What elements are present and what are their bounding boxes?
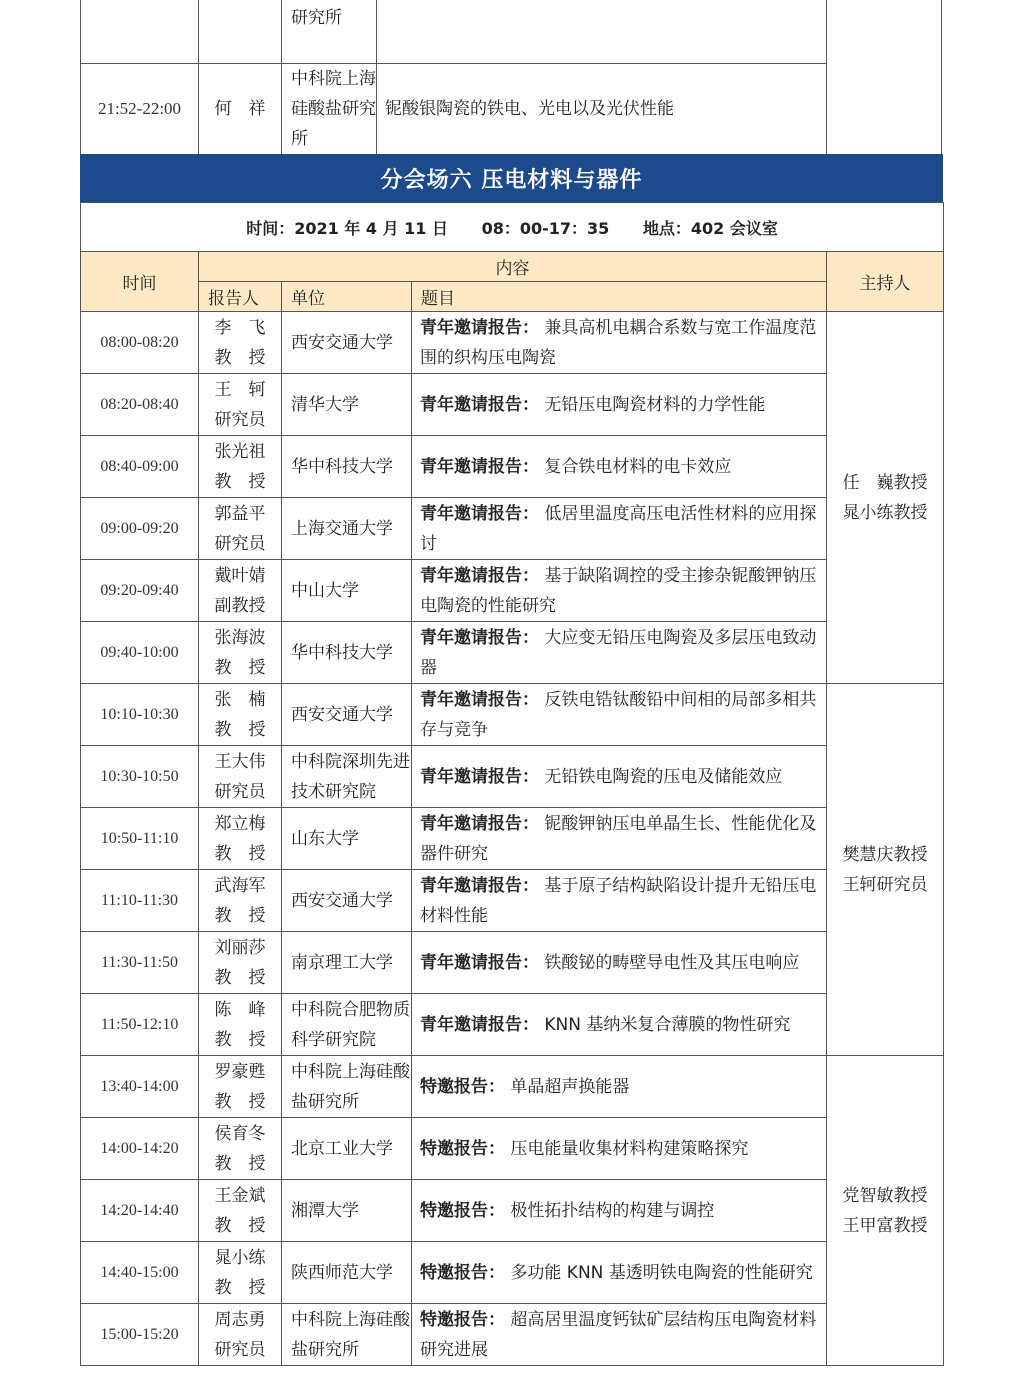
topic-title: 复合铁电材料的电卡效应 xyxy=(544,456,732,477)
session-info xyxy=(81,203,944,252)
table-row xyxy=(81,312,944,374)
speaker-name: 郑立梅 xyxy=(214,813,266,834)
time-cell: 21:52-22:00 xyxy=(81,64,199,155)
time-cell: 13:40-14:00 xyxy=(81,1056,199,1118)
chair-name: 王甲富教授 xyxy=(842,1215,928,1236)
table-row xyxy=(81,808,944,870)
speaker-cell xyxy=(199,994,282,1056)
affiliation-cell: 华中科技大学 xyxy=(282,436,412,498)
speaker-title: 教 授 xyxy=(214,657,266,678)
table-row xyxy=(81,684,944,746)
speaker-title: 教 授 xyxy=(214,471,266,492)
speaker-name: 张光祖 xyxy=(214,441,266,462)
speaker-name: 王金斌 xyxy=(214,1185,266,1206)
table-row xyxy=(81,374,944,436)
speaker-name: 戴叶婧 xyxy=(214,565,266,586)
chair-cell xyxy=(827,1056,944,1366)
header-topic: 题目 xyxy=(412,282,827,312)
prev-chair-column xyxy=(826,0,942,156)
topic-cell xyxy=(412,622,827,684)
time-cell: 10:10-10:30 xyxy=(81,684,199,746)
topic-cell xyxy=(377,0,827,64)
topic-cell xyxy=(412,1242,827,1304)
topic-cell xyxy=(412,808,827,870)
speaker-title: 教 授 xyxy=(214,843,266,864)
topic-title: 无铅压电陶瓷材料的力学性能 xyxy=(544,394,766,415)
time-cell: 09:40-10:00 xyxy=(81,622,199,684)
table-row xyxy=(81,436,944,498)
speaker-title: 教 授 xyxy=(214,1215,266,1236)
topic-title: 铁酸铋的畴壁导电性及其压电响应 xyxy=(544,952,800,973)
speaker-cell xyxy=(199,436,282,498)
topic-cell xyxy=(412,498,827,560)
time-cell: 11:50-12:10 xyxy=(81,994,199,1056)
speaker-name: 陈 峰 xyxy=(214,999,266,1020)
topic-title: 无铅铁电陶瓷的压电及储能效应 xyxy=(544,766,783,787)
speaker-name: 王 轲 xyxy=(214,379,266,400)
report-type-label: 青年邀请报告： xyxy=(420,1014,539,1035)
topic-title: 反铁电锆钛酸铅中间相的局部多相共存与竞争 xyxy=(420,689,817,740)
report-type-label: 青年邀请报告： xyxy=(420,813,539,834)
time-cell: 08:00-08:20 xyxy=(81,312,199,374)
table-row xyxy=(81,994,944,1056)
affiliation-cell: 西安交通大学 xyxy=(282,312,412,374)
time-cell xyxy=(81,0,199,64)
speaker-name: 郭益平 xyxy=(214,503,266,524)
speaker-cell xyxy=(199,932,282,994)
header-time: 时间 xyxy=(81,252,199,312)
speaker-cell xyxy=(199,1242,282,1304)
speaker-title: 教 授 xyxy=(214,1277,266,1298)
speaker-name: 张 楠 xyxy=(214,689,266,710)
speaker-name: 罗豪甦 xyxy=(214,1061,266,1082)
topic-cell xyxy=(412,1180,827,1242)
speaker-cell xyxy=(199,498,282,560)
speaker-name: 周志勇 xyxy=(214,1309,266,1330)
speaker-title: 研究员 xyxy=(214,1339,266,1360)
report-type-label: 青年邀请报告： xyxy=(420,952,539,973)
topic-title: 超高居里温度钙钛矿层结构压电陶瓷材料研究进展 xyxy=(420,1309,817,1360)
speaker-name: 刘丽莎 xyxy=(214,937,266,958)
affiliation-cell: 中山大学 xyxy=(282,560,412,622)
report-type-label: 特邀报告： xyxy=(420,1200,505,1221)
speaker-title: 教 授 xyxy=(214,1091,266,1112)
time-cell: 14:20-14:40 xyxy=(81,1180,199,1242)
time-cell: 08:40-09:00 xyxy=(81,436,199,498)
table-row xyxy=(81,1118,944,1180)
affiliation-cell: 陕西师范大学 xyxy=(282,1242,412,1304)
table-row xyxy=(81,1304,944,1366)
speaker-cell xyxy=(199,808,282,870)
time-cell: 15:00-15:20 xyxy=(81,1304,199,1366)
speaker-cell xyxy=(199,1118,282,1180)
affiliation-cell: 中科院合肥物质科学研究院 xyxy=(282,994,412,1056)
speaker-name: 王大伟 xyxy=(214,751,266,772)
speaker-name: 张海波 xyxy=(214,627,266,648)
speaker-cell xyxy=(199,1304,282,1366)
report-type-label: 青年邀请报告： xyxy=(420,689,539,710)
speaker-title: 教 授 xyxy=(214,905,266,926)
speaker-name: 侯育冬 xyxy=(214,1123,266,1144)
table-row xyxy=(81,746,944,808)
report-type-label: 青年邀请报告： xyxy=(420,875,539,896)
table-row xyxy=(81,622,944,684)
topic-title: 基于原子结构缺陷设计提升无铅压电材料性能 xyxy=(420,875,817,926)
topic-cell: 铌酸银陶瓷的铁电、光电以及光伏性能 xyxy=(377,64,827,155)
speaker-title: 研究员 xyxy=(214,781,266,802)
header-chair: 主持人 xyxy=(827,252,944,312)
affiliation-cell: 清华大学 xyxy=(282,374,412,436)
time-cell: 14:40-15:00 xyxy=(81,1242,199,1304)
previous-session-table xyxy=(80,0,827,155)
chair-name: 樊慧庆教授 xyxy=(842,844,928,865)
table-row xyxy=(81,0,827,64)
time-cell: 09:20-09:40 xyxy=(81,560,199,622)
topic-title: 铌酸钾钠压电单晶生长、性能优化及器件研究 xyxy=(420,813,817,864)
report-type-label: 青年邀请报告： xyxy=(420,565,539,586)
speaker-cell xyxy=(199,0,282,64)
header-content: 内容 xyxy=(199,252,827,282)
topic-cell xyxy=(412,312,827,374)
affiliation-cell: 中科院上海硅酸盐研究所 xyxy=(282,64,377,155)
topic-cell xyxy=(412,870,827,932)
time-cell: 14:00-14:20 xyxy=(81,1118,199,1180)
topic-cell xyxy=(412,746,827,808)
speaker-cell xyxy=(199,746,282,808)
session-location: 地点：402 会议室 xyxy=(642,218,778,238)
report-type-label: 特邀报告： xyxy=(420,1309,505,1330)
report-type-label: 青年邀请报告： xyxy=(420,394,539,415)
chair-name: 王轲研究员 xyxy=(842,874,928,895)
table-row xyxy=(81,1242,944,1304)
topic-title: 兼具高机电耦合系数与宽工作温度范围的织构压电陶瓷 xyxy=(420,317,817,368)
speaker-title: 教 授 xyxy=(214,1153,266,1174)
topic-cell xyxy=(412,994,827,1056)
speaker-cell xyxy=(199,312,282,374)
time-cell: 10:30-10:50 xyxy=(81,746,199,808)
header-affiliation: 单位 xyxy=(282,282,412,312)
affiliation-cell: 南京理工大学 xyxy=(282,932,412,994)
time-cell: 08:20-08:40 xyxy=(81,374,199,436)
time-cell: 09:00-09:20 xyxy=(81,498,199,560)
chair-cell xyxy=(827,684,944,1056)
affiliation-cell: 西安交通大学 xyxy=(282,684,412,746)
speaker-cell xyxy=(199,1056,282,1118)
time-cell: 11:30-11:50 xyxy=(81,932,199,994)
speaker-title: 研究员 xyxy=(214,409,266,430)
speaker-cell xyxy=(199,684,282,746)
topic-title: 基于缺陷调控的受主掺杂铌酸钾钠压电陶瓷的性能研究 xyxy=(420,565,817,616)
speaker-name: 武海军 xyxy=(214,875,266,896)
affiliation-cell: 西安交通大学 xyxy=(282,870,412,932)
session-title-banner: 分会场六 压电材料与器件 xyxy=(80,154,943,202)
speaker-name: 晁小练 xyxy=(214,1247,266,1268)
speaker-title: 教 授 xyxy=(214,719,266,740)
topic-title: 极性拓扑结构的构建与调控 xyxy=(510,1200,715,1221)
affiliation-cell: 中科院深圳先进技术研究院 xyxy=(282,746,412,808)
topic-cell xyxy=(412,1304,827,1366)
topic-title: 大应变无铅压电陶瓷及多层压电致动器 xyxy=(420,627,817,678)
topic-cell xyxy=(412,560,827,622)
header-speaker: 报告人 xyxy=(199,282,282,312)
chair-cell xyxy=(827,312,944,684)
chair-name: 党智敏教授 xyxy=(842,1185,928,1206)
topic-title: 压电能量收集材料构建策略探究 xyxy=(510,1138,749,1159)
affiliation-cell: 湘潭大学 xyxy=(282,1180,412,1242)
report-type-label: 特邀报告： xyxy=(420,1138,505,1159)
topic-cell xyxy=(412,684,827,746)
affiliation-cell: 中科院上海硅酸盐研究所 xyxy=(282,1056,412,1118)
topic-title: 单晶超声换能器 xyxy=(510,1076,630,1097)
table-row xyxy=(81,1180,944,1242)
table-row xyxy=(81,932,944,994)
affiliation-cell: 上海交通大学 xyxy=(282,498,412,560)
chair-name: 晁小练教授 xyxy=(842,502,928,523)
topic-title: 多功能 KNN 基透明铁电陶瓷的性能研究 xyxy=(510,1262,813,1283)
topic-cell xyxy=(412,436,827,498)
affiliation-cell: 北京工业大学 xyxy=(282,1118,412,1180)
topic-cell xyxy=(412,374,827,436)
topic-cell xyxy=(412,1056,827,1118)
report-type-label: 青年邀请报告： xyxy=(420,317,539,338)
affiliation-cell: 中科院上海硅酸盐研究所 xyxy=(282,1304,412,1366)
schedule-table xyxy=(80,202,944,1366)
speaker-title: 教 授 xyxy=(214,967,266,988)
speaker-title: 教 授 xyxy=(214,1029,266,1050)
topic-title: 低居里温度高压电活性材料的应用探讨 xyxy=(420,503,817,554)
session-hours: 08：00-17：35 xyxy=(481,218,610,238)
affiliation-cell: 华中科技大学 xyxy=(282,622,412,684)
table-row xyxy=(81,498,944,560)
speaker-title: 研究员 xyxy=(214,533,266,554)
topic-cell xyxy=(412,932,827,994)
table-row xyxy=(81,870,944,932)
report-type-label: 青年邀请报告： xyxy=(420,456,539,477)
report-type-label: 青年邀请报告： xyxy=(420,766,539,787)
topic-title: KNN 基纳米复合薄膜的物性研究 xyxy=(544,1014,791,1035)
speaker-cell xyxy=(199,622,282,684)
speaker-name: 李 飞 xyxy=(214,317,266,338)
table-row xyxy=(81,64,827,155)
speaker-title: 副教授 xyxy=(214,595,266,616)
table-row xyxy=(81,560,944,622)
speaker-cell xyxy=(199,560,282,622)
topic-cell xyxy=(412,1118,827,1180)
speaker-cell xyxy=(199,1180,282,1242)
speaker-cell: 何 祥 xyxy=(199,64,282,155)
affiliation-cell: 研究所 xyxy=(282,0,377,64)
affiliation-cell: 山东大学 xyxy=(282,808,412,870)
report-type-label: 特邀报告： xyxy=(420,1262,505,1283)
session-date: 时间：2021 年 4 月 11 日 xyxy=(246,218,448,238)
time-cell: 10:50-11:10 xyxy=(81,808,199,870)
chair-name: 任 巍教授 xyxy=(842,472,928,493)
report-type-label: 青年邀请报告： xyxy=(420,627,539,648)
time-cell: 11:10-11:30 xyxy=(81,870,199,932)
speaker-cell xyxy=(199,870,282,932)
report-type-label: 特邀报告： xyxy=(420,1076,505,1097)
table-row xyxy=(81,1056,944,1118)
report-type-label: 青年邀请报告： xyxy=(420,503,539,524)
speaker-cell xyxy=(199,374,282,436)
speaker-title: 教 授 xyxy=(214,347,266,368)
